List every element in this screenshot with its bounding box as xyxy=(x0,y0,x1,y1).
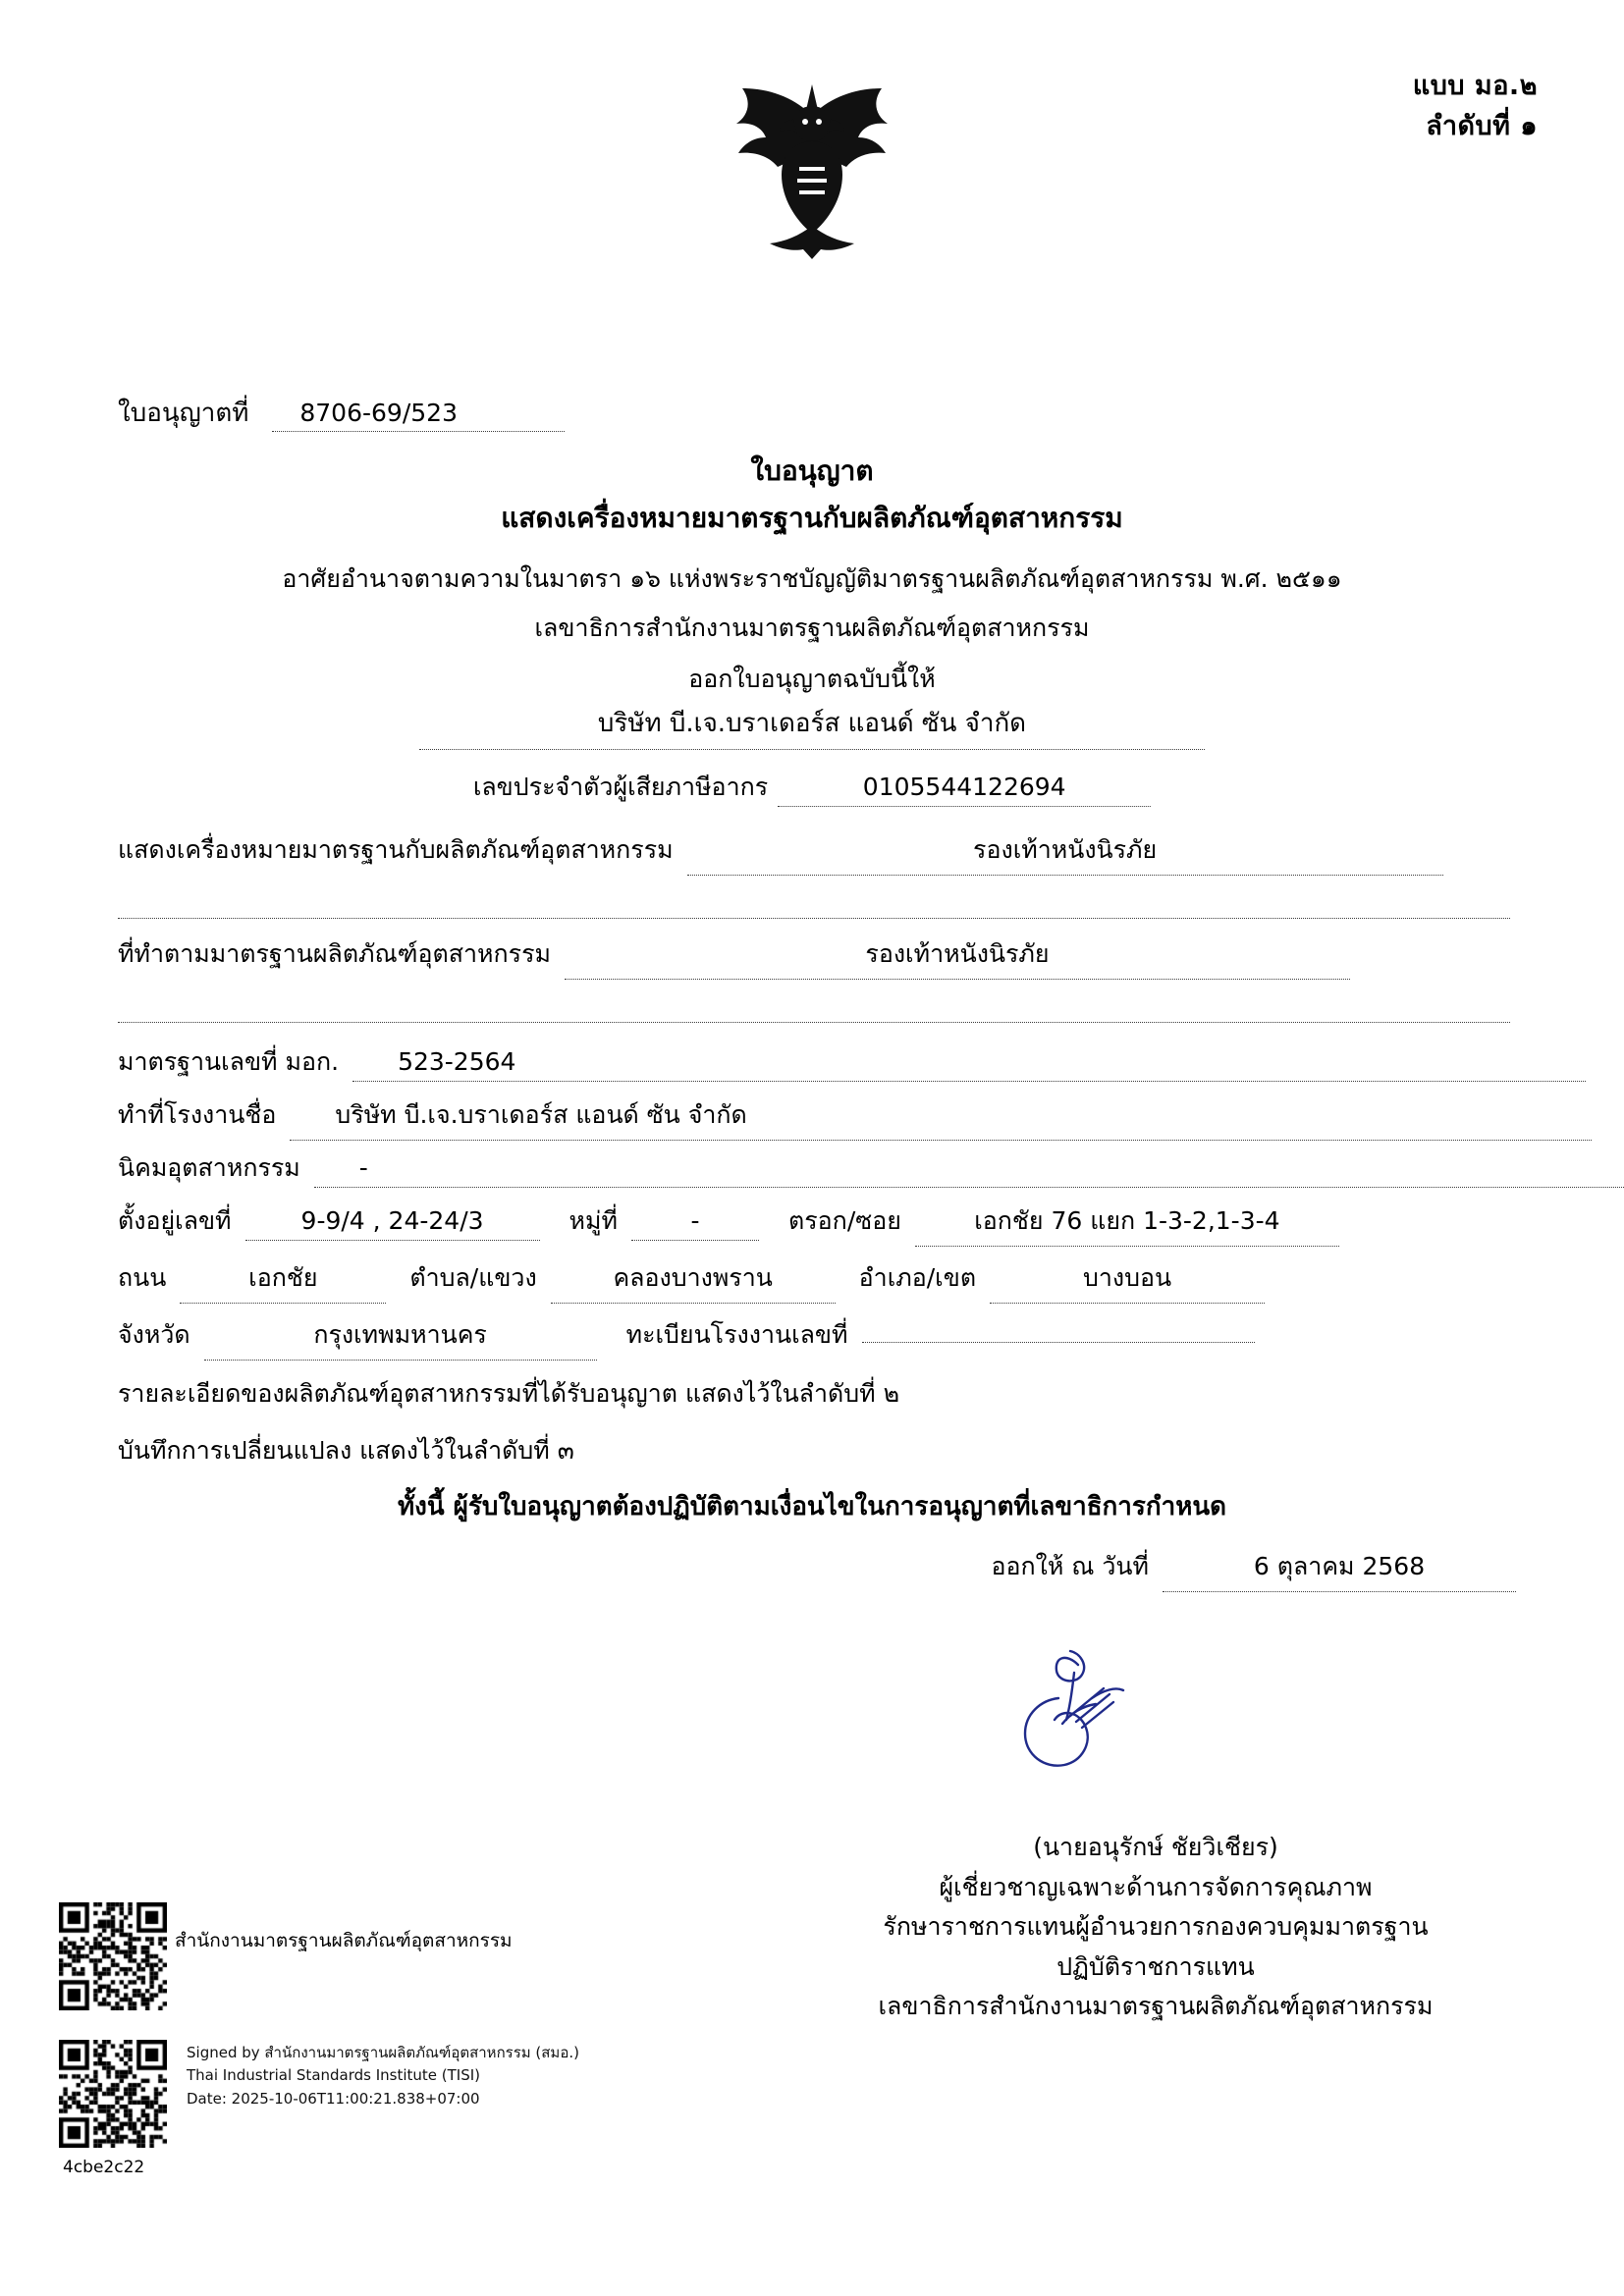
issue-date-row xyxy=(991,1547,1516,1592)
signatory-position-3: ปฏิบัติราชการแทน xyxy=(1056,1951,1255,1981)
estate-row xyxy=(118,1148,1624,1188)
province-row xyxy=(118,1315,1255,1361)
signatory-position-1: ผู้เชี่ยวชาญเฉพาะด้านการจัดการคุณภาพ xyxy=(939,1872,1373,1901)
standard-number-row xyxy=(118,1042,1586,1082)
standard-value: รองเท้าหนังนิรภัย xyxy=(565,934,1350,980)
licence-number-label: ใบอนุญาตที่ xyxy=(118,399,249,428)
tax-id-label: เลขประจำตัวผู้เสียภาษีอากร xyxy=(472,773,769,801)
factory-reg-label: ทะเบียนโรงงานเลขที่ xyxy=(625,1320,848,1349)
signatory-name: (นายอนุรักษ์ ชัยวิเชียร) xyxy=(1033,1833,1278,1861)
factory-row xyxy=(118,1095,1592,1141)
doc-title-2: แสดงเครื่องหมายมาตรฐานกับผลิตภัณฑ์อุตสาหกรรม xyxy=(501,502,1123,534)
mark-value-2 xyxy=(118,883,1510,919)
standard-label: ที่ทำตามมาตรฐานผลิตภัณฑ์อุตสาหกรรม xyxy=(118,939,551,968)
form-sequence: ลำดับที่ ๑ xyxy=(1426,110,1538,141)
form-code: แบบ มอ.๒ xyxy=(1412,71,1538,101)
province-label: จังหวัด xyxy=(118,1320,190,1349)
condition-note: ทั้งนี้ ผู้รับใบอนุญาตต้องปฏิบัติตามเงื่อนไขในการอนุญาตที่เลขาธิการกำหนด xyxy=(397,1492,1227,1522)
moo-value: - xyxy=(631,1206,759,1241)
soi-value: เอกชัย 76 แยก 1-3-2,1-3-4 xyxy=(915,1201,1339,1247)
detail-note: รายละเอียดของผลิตภัณฑ์อุตสาหกรรมที่ได้รับอนุญาต แสดงไว้ในลำดับที่ ๒ xyxy=(118,1379,900,1408)
issue-date-value: 6 ตุลาคม 2568 xyxy=(1163,1547,1516,1592)
standard-number-value: 523-2564 xyxy=(352,1047,1586,1082)
standard-row xyxy=(118,934,1350,980)
factory-value: บริษัท บี.เจ.บราเดอร์ส แอนด์ ซัน จำกัด xyxy=(290,1095,1592,1141)
district-label: อำเภอ/เขต xyxy=(858,1263,977,1292)
change-note: บันทึกการเปลี่ยนแปลง แสดงไว้ในลำดับที่ ๓ xyxy=(118,1436,574,1465)
qr-code-bottom-icon[interactable] xyxy=(59,2040,167,2148)
address-no-label: ตั้งอยู่เลขที่ xyxy=(118,1206,232,1235)
doc-title-5: ออกใบอนุญาตฉบับนี้ให้ xyxy=(688,665,936,693)
mark-label: แสดงเครื่องหมายมาตรฐานกับผลิตภัณฑ์อุตสาหกรรม xyxy=(118,835,674,864)
digital-signature-meta xyxy=(187,2042,579,2110)
qr-code-top-icon[interactable] xyxy=(59,1902,167,2010)
signatory-position-4: เลขาธิการสำนักงานมาตรฐานผลิตภัณฑ์อุตสาหกรรม xyxy=(878,1992,1434,2020)
tax-id-value: 0105544122694 xyxy=(778,773,1151,807)
address-row xyxy=(118,1201,1339,1247)
signed-date-line: Date: 2025-10-06T11:00:21.838+07:00 xyxy=(187,2089,480,2108)
street-label: ถนน xyxy=(118,1263,167,1292)
moo-label: หมู่ที่ xyxy=(568,1206,618,1235)
signatory-position-2: รักษาราชการแทนผู้อำนวยการกองควบคุมมาตรฐาน xyxy=(883,1912,1429,1941)
subdistrict-label: ตำบล/แขวง xyxy=(409,1263,537,1292)
signatory-block xyxy=(746,1828,1565,2027)
mark-value: รองเท้าหนังนิรภัย xyxy=(687,830,1443,876)
doc-title-3: อาศัยอำนาจตามความในมาตรา ๑๖ แห่งพระราชบัญญัติมาตรฐานผลิตภัณฑ์อุตสาหกรรม พ.ศ. ๒๕๑๑ xyxy=(282,564,1342,593)
licensee-company: บริษัท บี.เจ.บราเดอร์ส แอนด์ ซัน จำกัด xyxy=(419,703,1205,750)
doc-title-4: เลขาธิการสำนักงานมาตรฐานผลิตภัณฑ์อุตสาหกรรม xyxy=(534,614,1090,642)
mark-row-cont xyxy=(118,883,1510,919)
factory-label: ทำที่โรงงานชื่อ xyxy=(118,1100,277,1129)
factory-reg-value xyxy=(862,1337,1255,1343)
standard-value-2 xyxy=(118,988,1510,1023)
garuda-emblem-icon xyxy=(709,77,915,273)
street-value: เอกชัย xyxy=(180,1258,386,1304)
mark-row xyxy=(118,830,1443,876)
licence-number-value: 8706-69/523 xyxy=(272,399,565,432)
tax-id-row xyxy=(473,768,1151,807)
soi-label: ตรอก/ซอย xyxy=(788,1206,901,1235)
signed-by-line: Signed by สำนักงานมาตรฐานผลิตภัณฑ์อุตสาหกรรม (สมอ.) xyxy=(187,2044,579,2061)
province-value: กรุงเทพมหานคร xyxy=(204,1315,597,1361)
district-value: บางบอน xyxy=(990,1258,1265,1304)
document-code: 4cbe2c22 xyxy=(63,2158,145,2177)
issue-date-label: ออกให้ ณ วันที่ xyxy=(991,1552,1149,1580)
estate-value: - xyxy=(314,1153,1624,1188)
estate-label: นิคมอุตสาหกรรม xyxy=(118,1153,300,1182)
subdistrict-value: คลองบางพราน xyxy=(551,1258,836,1304)
handwritten-signature-icon xyxy=(1001,1629,1178,1806)
standard-number-label: มาตรฐานเลขที่ มอก. xyxy=(118,1047,340,1076)
standard-row-cont xyxy=(118,988,1510,1023)
licence-number-row xyxy=(118,393,565,433)
form-code-block xyxy=(1413,67,1538,146)
agency-label: สำนักงานมาตรฐานผลิตภัณฑ์อุตสาหกรรม xyxy=(175,1930,513,1951)
doc-title-1: ใบอนุญาต xyxy=(750,454,874,487)
signed-org-line: Thai Industrial Standards Institute (TISI) xyxy=(187,2066,481,2085)
street-row xyxy=(118,1258,1265,1304)
address-no-value: 9-9/4 , 24-24/3 xyxy=(245,1206,540,1241)
